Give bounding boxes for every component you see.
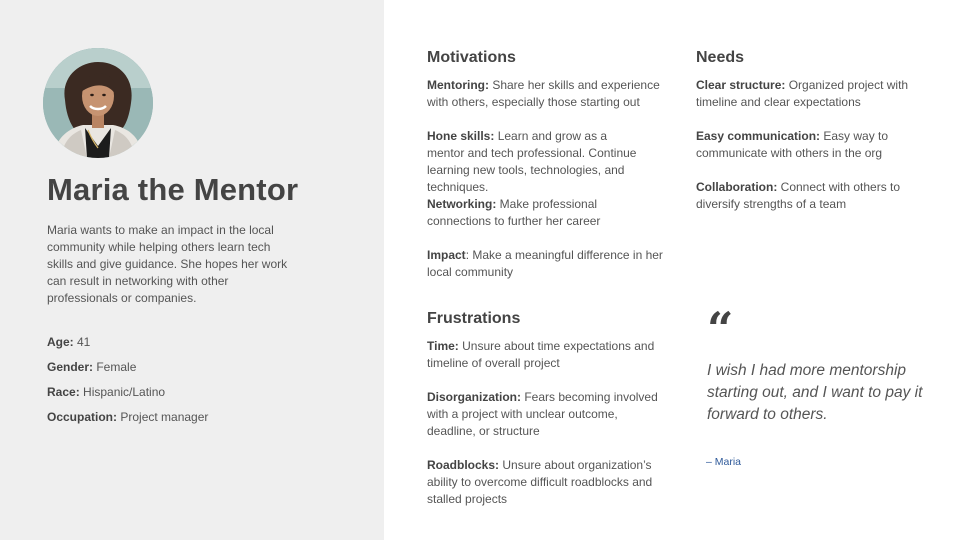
persona-name: Maria the Mentor [47, 172, 299, 207]
quotation-mark-icon: “ [707, 302, 734, 356]
frustration-item [427, 338, 667, 372]
item-text: Organized project with timeline and clear expectations [696, 78, 909, 109]
avatar [43, 48, 153, 158]
item-label: Easy communication: [696, 129, 821, 143]
demographic-occupation [47, 410, 208, 435]
demographic-value: 41 [73, 335, 91, 349]
item-label: Clear structure: [696, 78, 786, 92]
demographic-value: Hispanic/Latino [79, 385, 166, 399]
demographic-label: Age: [47, 335, 74, 349]
demographic-age [47, 335, 208, 360]
demographic-value: Female [93, 360, 137, 374]
motivation-item [427, 196, 627, 230]
item-label: Networking: [427, 197, 497, 211]
frustrations-heading: Frustrations [427, 310, 521, 327]
item-label: Mentoring: [427, 78, 489, 92]
motivation-item [427, 247, 672, 281]
frustration-item [427, 457, 667, 508]
need-item [696, 128, 896, 162]
item-text: Fears becoming involved with a project with unclear outcome, deadline, or structure [427, 390, 658, 438]
motivation-item [427, 77, 667, 111]
item-text: Easy way to communicate with others in the org [696, 129, 889, 160]
demographic-gender [47, 360, 208, 385]
item-text: Learn and grow as a mentor and tech professional. Continue learning new tools, technologies, and techniques. [427, 129, 637, 194]
frustration-item [427, 389, 662, 440]
motivations-heading: Motivations [427, 49, 516, 66]
demographic-label: Gender: [47, 360, 94, 374]
item-text: Make professional connections to further her career [427, 197, 601, 228]
item-label: Roadblocks: [427, 458, 500, 472]
avatar-photo [43, 48, 153, 158]
needs-heading: Needs [696, 49, 745, 66]
demographic-label: Race: [47, 385, 80, 399]
persona-bio: Maria wants to make an impact in the local community while helping others learn tech skills and give guidance. She hopes her work can result in networking with other professionals or companies. [47, 223, 288, 305]
item-label: Impact [427, 248, 466, 262]
need-item [696, 179, 911, 213]
item-label: Collaboration: [696, 180, 778, 194]
item-label: Disorganization: [427, 390, 522, 404]
demographic-value: Project manager [117, 410, 209, 424]
motivation-item [427, 128, 647, 196]
demographic-label: Occupation: [47, 410, 118, 424]
persona-quote: I wish I had more mentorship starting out, and I want to pay it forward to others. [707, 362, 923, 423]
item-text: Unsure about organization’s ability to overcome difficult roadblocks and stalled projects [427, 458, 653, 506]
demographic-race [47, 385, 208, 410]
item-text: : Make a meaningful difference in her local community [427, 248, 663, 279]
item-text: Share her skills and experience with others, especially those starting out [427, 78, 660, 109]
item-label: Time: [427, 339, 459, 353]
item-text: Unsure about time expectations and timeline of overall project [427, 339, 655, 370]
need-item [696, 77, 921, 111]
item-text: Connect with others to diversify strengths of a team [696, 180, 901, 211]
demographics-list [47, 335, 208, 435]
persona-sidebar [0, 0, 384, 540]
quote-author: – Maria [706, 456, 742, 468]
item-label: Hone skills: [427, 129, 495, 143]
